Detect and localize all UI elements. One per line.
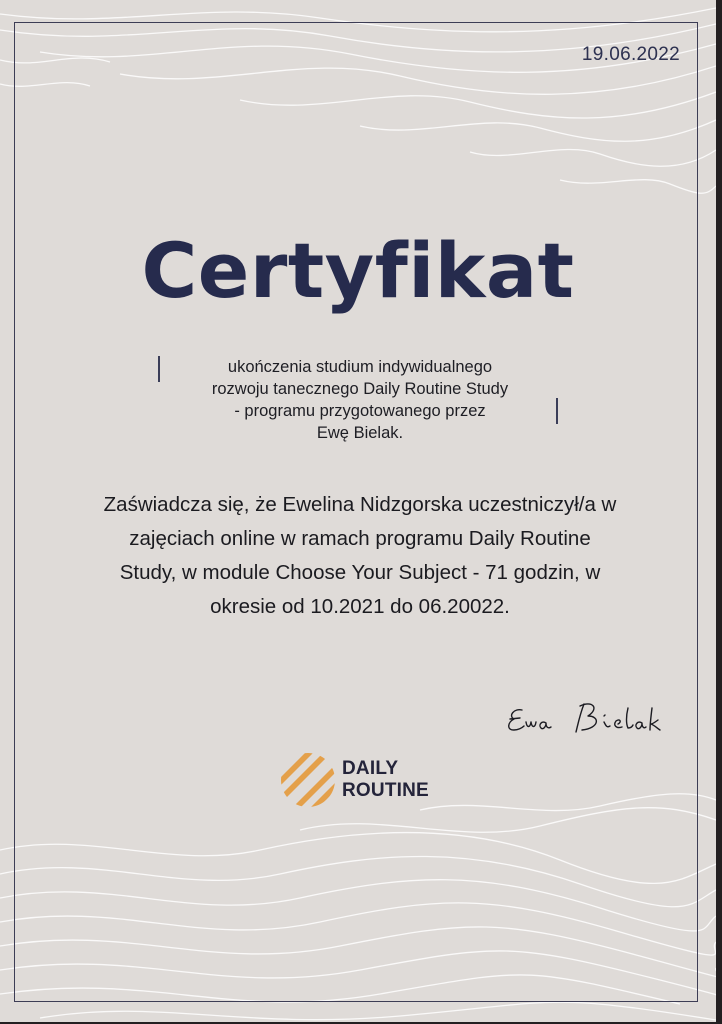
issue-date: 19.06.2022	[581, 44, 680, 65]
statement-line: okresie od 10.2021 do 06.20022.	[210, 595, 510, 618]
subtitle-line: rozwoju tanecznego Daily Routine Study	[211, 380, 509, 398]
subtitle-line: - programu przygotowanego przez	[234, 402, 486, 420]
statement-line: zajęciach online w ramach programu Daily Routine	[129, 527, 591, 550]
logo-line-daily: DAILY	[342, 758, 399, 779]
statement-line: Study, w module Choose Your Subject - 71 godzin, w	[119, 561, 601, 584]
left-accent-bar	[158, 356, 160, 382]
certificate-title: Certyfikat	[141, 226, 575, 315]
certificate-statement	[60, 488, 660, 624]
right-accent-bar	[556, 398, 558, 424]
statement-line: Zaświadcza się, że Ewelina Nidzgorska uczestniczył/a w	[103, 493, 617, 516]
handwritten-signature	[500, 694, 670, 738]
logo-wordmark	[342, 758, 429, 802]
striped-circle-icon	[280, 752, 336, 808]
subtitle-line: ukończenia studium indywidualnego	[227, 358, 493, 376]
logo-line-routine: ROUTINE	[342, 780, 429, 801]
certificate-subtitle	[170, 356, 550, 444]
subtitle-line: Ewę Bielak.	[316, 424, 404, 442]
daily-routine-logo	[280, 752, 429, 808]
